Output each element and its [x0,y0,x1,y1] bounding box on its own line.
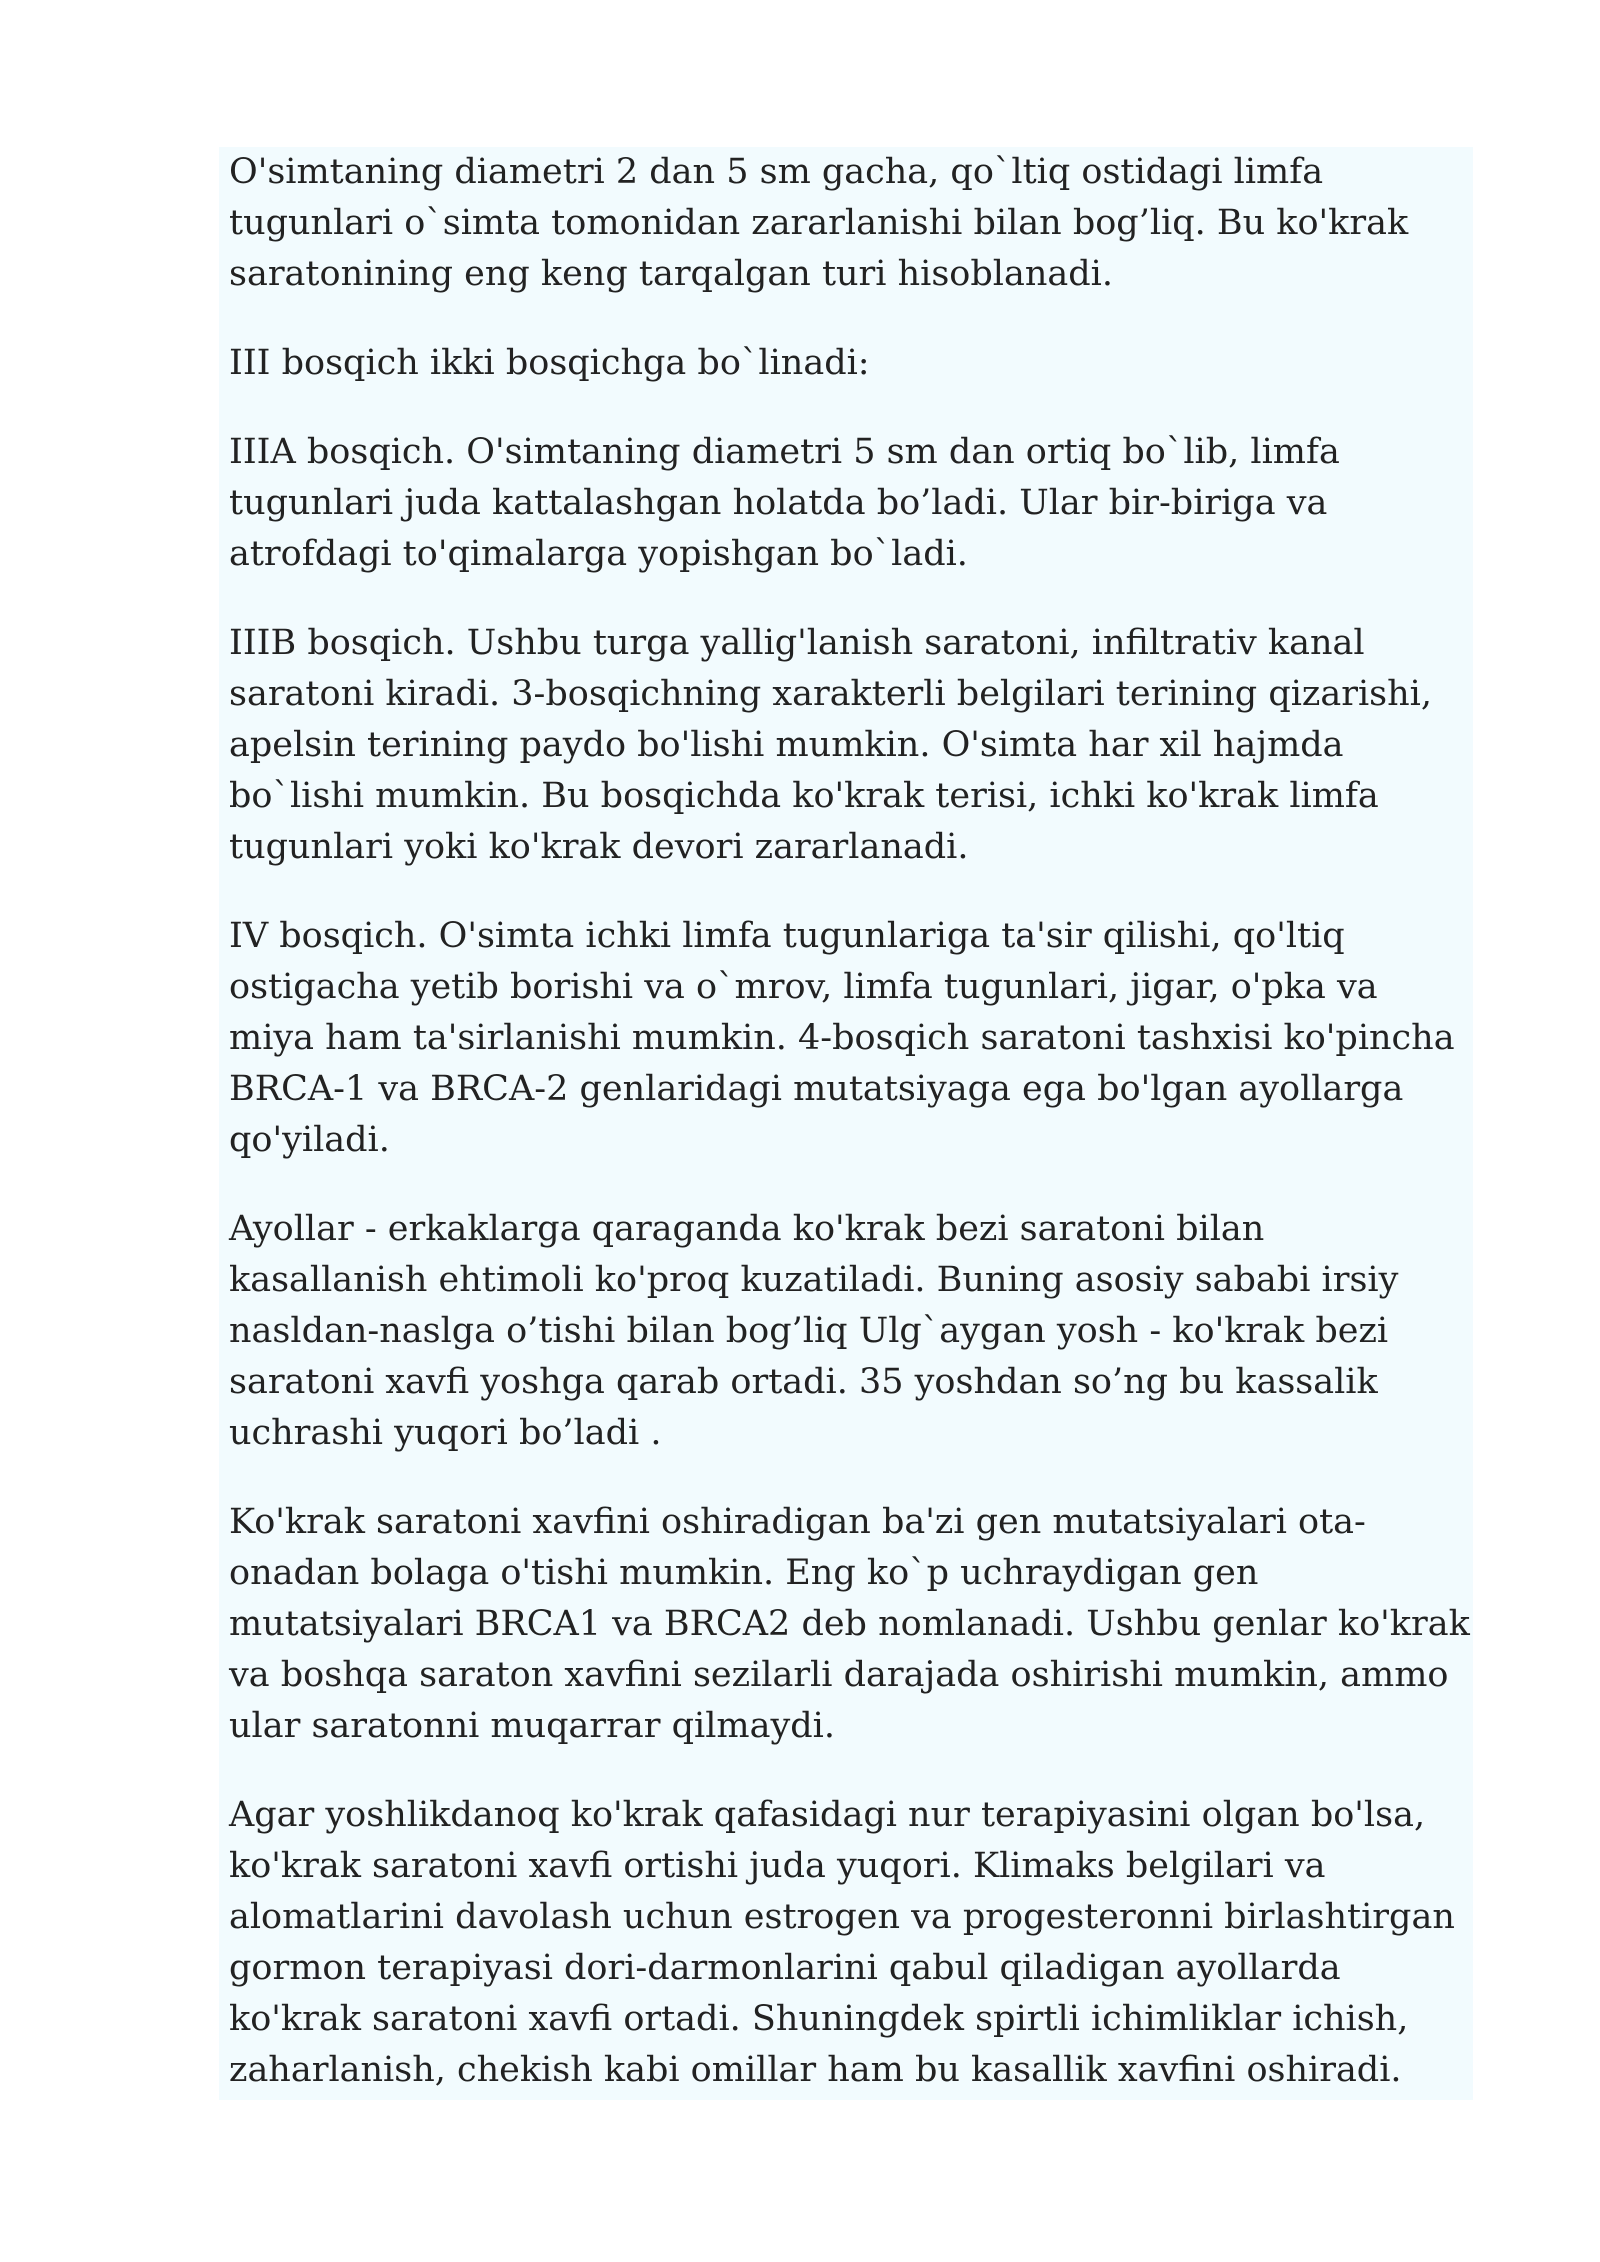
text-line: va boshqa saraton xavfini sezilarli darajada oshirishi mumkin, ammo [229,1655,1449,1695]
text-line: IIIB bosqich. Ushbu turga yallig'lanish saratoni, infiltrativ kanal [229,623,1365,663]
text-line: saratoni xavfi yoshga qarab ortadi. 35 yoshdan so’ng bu kassalik [229,1362,1378,1402]
text-line: ko'krak saratoni xavfi ortadi. Shuningdek spirtli ichimliklar ichish, [229,1999,1409,2039]
text-line: qo'yiladi. [229,1120,390,1160]
paragraph-stage-3b [229,618,1465,873]
text-line: IIIA bosqich. O'simtaning diametri 5 sm dan ortiq bo`lib, limfa [229,432,1340,472]
document-text-block [219,147,1473,2100]
text-line: bo`lishi mumkin. Bu bosqichda ko'krak terisi, ichki ko'krak limfa [229,776,1379,816]
text-line: BRCA-1 va BRCA-2 genlaridagi mutatsiyaga ega bo'lgan ayollarga [229,1069,1404,1109]
paragraph-stage-4 [229,911,1465,1166]
paragraph-risk-genetics [229,1497,1470,1752]
text-line: saratonining eng keng tarqalgan turi hisoblanadi. [229,254,1113,294]
text-line: saratoni kiradi. 3-bosqichning xarakterli belgilari terining qizarishi, [229,674,1432,714]
text-line: nasldan-naslga o’tishi bilan bog’liq Ulg`aygan yosh - ko'krak bezi [229,1311,1389,1351]
text-line: tugunlari juda kattalashgan holatda bo’ladi. Ular bir-biriga va [229,483,1328,523]
text-line: IV bosqich. O'simta ichki limfa tugunlariga ta'sir qilishi, qo'ltiq [229,916,1345,956]
text-line: atrofdagi to'qimalarga yopishgan bo`ladi. [229,534,968,574]
paragraph-stage-3a [229,427,1465,580]
text-line: kasallanish ehtimoli ko'proq kuzatiladi. Buning asosiy sababi irsiy [229,1260,1399,1300]
text-line: Ayollar - erkaklarga qaraganda ko'krak bezi saratoni bilan [229,1209,1265,1249]
text-line: ostigacha yetib borishi va o`mrov, limfa tugunlari, jigar, o'pka va [229,967,1378,1007]
text-line: ular saratonni muqarrar qilmaydi. [229,1706,835,1746]
text-line: III bosqich ikki bosqichga bo`linadi: [229,343,870,383]
text-line: onadan bolaga o'tishi mumkin. Eng ko`p uchraydigan gen [229,1553,1259,1593]
paragraph-risk-therapy-lifestyle [229,1790,1465,2096]
text-line: uchrashi yuqori bo’ladi . [229,1413,662,1453]
text-line: O'simtaning diametri 2 dan 5 sm gacha, qo`ltiq ostidagi limfa [229,152,1324,192]
text-line: ko'krak saratoni xavfi ortishi juda yuqori. Klimaks belgilari va [229,1846,1326,1886]
text-line: gormon terapiyasi dori-darmonlarini qabul qiladigan ayollarda [229,1948,1341,1988]
text-line: tugunlari yoki ko'krak devori zararlanadi. [229,827,969,867]
text-line: Ko'krak saratoni xavfini oshiradigan ba'zi gen mutatsiyalari ota- [229,1502,1366,1542]
text-line: apelsin terining paydo bo'lishi mumkin. O'simta har xil hajmda [229,725,1344,765]
text-line: Agar yoshlikdanoq ko'krak qafasidagi nur terapiyasini olgan bo'lsa, [229,1795,1426,1835]
text-line: miya ham ta'sirlanishi mumkin. 4-bosqich saratoni tashxisi ko'pincha [229,1018,1455,1058]
paragraph-stage-3-intro [229,338,1465,389]
text-line: mutatsiyalari BRCA1 va BRCA2 deb nomlanadi. Ushbu genlar ko'krak [229,1604,1470,1644]
text-line: alomatlarini davolash uchun estrogen va progesteronni birlashtirgan [229,1897,1455,1937]
paragraph-risk-gender-age [229,1204,1465,1459]
text-line: tugunlari o`simta tomonidan zararlanishi bilan bog’liq. Bu ko'krak [229,203,1409,243]
text-line: zaharlanish, chekish kabi omillar ham bu kasallik xavfini oshiradi. [229,2050,1402,2090]
paragraph-stage-2-description [229,147,1465,300]
